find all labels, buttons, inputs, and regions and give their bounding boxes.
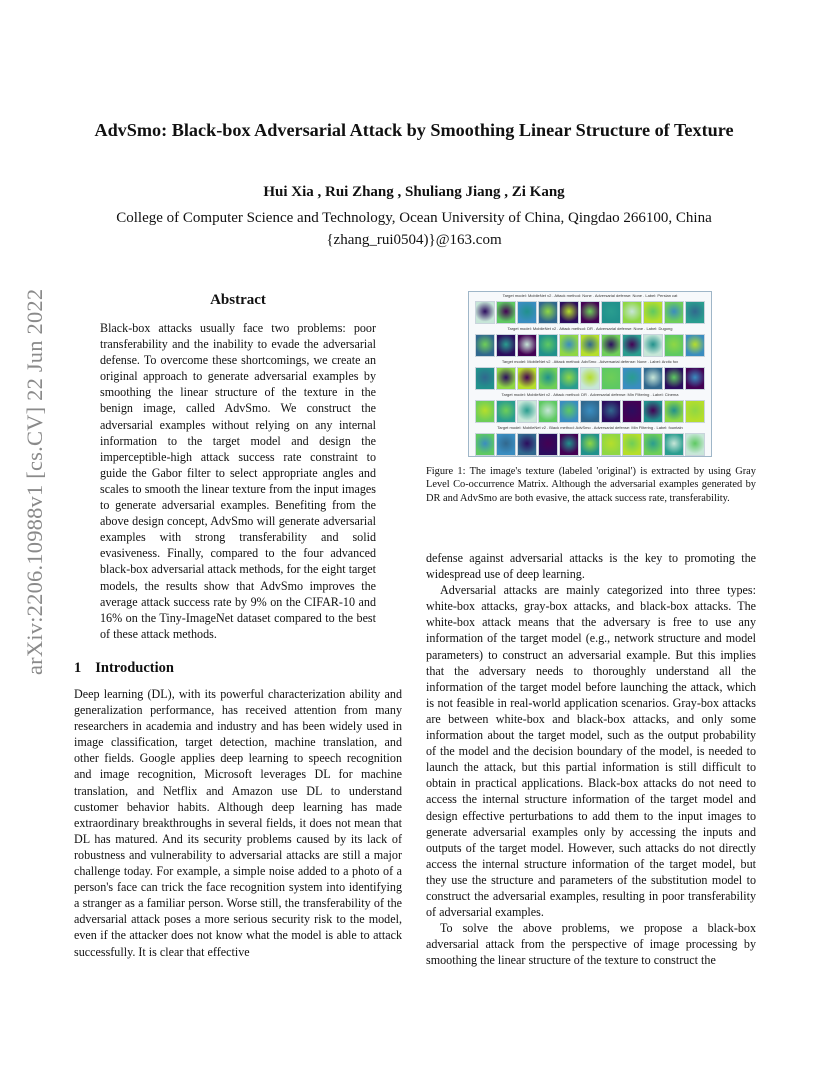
figure-tiles [475, 367, 707, 389]
figure-thumbnail [517, 433, 537, 456]
figure-row [469, 325, 711, 357]
figure-thumbnail [664, 367, 684, 390]
abstract-text: Black-box attacks usually face two problems: poor transferability and the inability to evade the adversarial defense. To overcome these shortcomings, we create an original approach to generate adversarial examples by smoothing the linear structure of the texture in the benign image, called AdvSmo. We construct the adversarial examples without relying on any internal information to the target model and design the imperceptible-high attack success rate constraint to guide the Gabor filter to select appropriate angles and scales to smooth the linear texture from the input images to generate adversarial examples. Benefiting from the above design concept, AdvSmo will generate adversarial examples with strong transferability and solid evasiveness. Finally, compared to the four advanced black-box adversarial attack methods, for the eight target models, the results show that AdvSmo improves the average attack success rate by 9% on the CIFAR-10 and 16% on the Tiny-ImageNet dataset compared to the best of these attack methods. [100, 321, 376, 641]
figure-thumbnail [559, 400, 579, 423]
figure-row-label: Target model: MobileNet v2 . Attack method: DR . Adversarial defense: None . Label: Dugong [507, 326, 673, 331]
figure-thumbnail [685, 334, 705, 357]
figure-thumbnail [601, 433, 621, 456]
figure-thumbnail [664, 433, 684, 456]
figure-thumbnail [517, 400, 537, 423]
figure-thumbnail [685, 301, 705, 324]
figure-thumbnail [622, 334, 642, 357]
figure-thumbnail [559, 334, 579, 357]
figure-thumbnail [496, 400, 516, 423]
figure-tiles [475, 433, 707, 455]
arxiv-identifier: arXiv:2206.10988v1 [cs.CV] 22 Jun 2022 [22, 288, 47, 675]
figure-thumbnail [517, 367, 537, 390]
figure-thumbnail [664, 301, 684, 324]
figure-thumbnail [622, 433, 642, 456]
figure-thumbnail [601, 301, 621, 324]
figure-row-label: Target model: MobileNet v2 . Black method: AdvSmo . Adversarial defense: Min Filtering . Label: fountain [497, 425, 683, 430]
figure-thumbnail [622, 301, 642, 324]
figure-tiles [475, 301, 707, 323]
author-list: Hui Xia , Rui Zhang , Shuliang Jiang , Zi Kang [263, 184, 565, 200]
figure-thumbnail [685, 367, 705, 390]
figure-thumbnail [643, 334, 663, 357]
figure-row [469, 358, 711, 390]
figure-thumbnail [517, 301, 537, 324]
figure-thumbnail [538, 433, 558, 456]
figure-tiles [475, 400, 707, 422]
figure-thumbnail [664, 334, 684, 357]
figure-thumbnail [580, 400, 600, 423]
intro-right-column [426, 550, 756, 968]
intro-paragraph: Deep learning (DL), with its powerful characterization ability and generalization performance, has received attention from many researchers in academia and industry and has been widely used in image classification, target detection, machine translation, and other fields. Google applies deep learning to speech recognition and image recognition, Microsoft leverages DL for machine translation, and Netflix and Amazon use DL to understand customer behavior habits. Although deep learning has made extraordinary breakthroughs in several fields, it does not mean that DL has matured. And its security problems caused by its lack of robustness and vulnerability to adversarial attacks are still a major challenge today. For example, a simple noise added to a photo of a person's face can trick the face recognition system into identifying a stranger as a familiar person. Worse still, the transferability of the adversarial attack poses a more serious security risk to the model, even if the attacker does not know what the model is able to attack successfully. It is clear that effective [74, 687, 402, 959]
figure-row [469, 424, 711, 456]
figure-thumbnail [643, 400, 663, 423]
figure-thumbnail [475, 334, 495, 357]
intro-left-column [74, 686, 402, 960]
figure-thumbnail [580, 433, 600, 456]
figure-thumbnail [538, 334, 558, 357]
figure-row [469, 292, 711, 324]
figure-thumbnail [538, 301, 558, 324]
abstract-heading: Abstract [210, 292, 266, 308]
section-heading [74, 660, 174, 677]
figure-thumbnail [538, 400, 558, 423]
figure-1 [468, 291, 712, 457]
figure-thumbnail [580, 301, 600, 324]
figure-thumbnail [475, 367, 495, 390]
figure-thumbnail [475, 301, 495, 324]
paragraph: To solve the above problems, we propose a black-box adversarial attack from the perspective of image processing by smoothing the linear structure of the texture to construct the [426, 921, 756, 968]
figure-thumbnail [601, 334, 621, 357]
figure-row-label: Target model: MobileNet v2 . Attack method: DR . Adversarial defense: Min Filtering . Label: Cinema [501, 392, 679, 397]
figure-caption: Figure 1: The image's texture (labeled 'original') is extracted by using Gray Level Co-occurrence Matrix. Although the adversarial examples generated by DR and AdvSmo are both evasive, the attack success rate, transferability. [426, 466, 756, 504]
figure-thumbnail [496, 433, 516, 456]
figure-thumbnail [622, 367, 642, 390]
figure-thumbnail [601, 367, 621, 390]
affiliation: College of Computer Science and Technology, Ocean University of China, Qingdao 266100, China [116, 210, 712, 226]
figure-thumbnail [559, 301, 579, 324]
figure-thumbnail [643, 433, 663, 456]
figure-thumbnail [475, 433, 495, 456]
figure-tiles [475, 334, 707, 356]
figure-thumbnail [496, 334, 516, 357]
figure-row-label: Target model: MobileNet v2 . Attack method: None . Adversarial defense: None . Label: Persian cat [502, 293, 678, 298]
paragraph: Adversarial attacks are mainly categorized into three types: white-box attacks, gray-box attacks, and black-box attacks. The white-box attack means that the adversary is free to use any information of the target model (e.g., network structure and model parameters) to construct an adversarial example. But this implies that the adversary needs to thoroughly understand all the information of the target model before launching the attack, which is not feasible in real-world application scenarios. Gray-box attacks are between white-box and black-box attacks, and only some information about the target model, such as the output probability of the model and the decision boundary of the model, is needed to launch the attack, but this partial information is still difficult to obtain in practical applications. Black-box attacks do not need to access the internal structure information of the target model and design effective perturbations to add them to the input images to generate adversarial examples only by accessing the inputs and outputs of the target model. However, such attacks do not directly access the internal structure information of the target model, but they use the structure and parameters of the substitution model to construct the adversarial examples, resulting in poor transferability of adversarial examples. [426, 583, 756, 920]
affiliation-block [40, 207, 788, 251]
section-title: Introduction [95, 660, 174, 676]
section-number: 1 [74, 660, 82, 676]
figure-thumbnail [685, 400, 705, 423]
figure-thumbnail [496, 367, 516, 390]
figure-thumbnail [517, 334, 537, 357]
figure-thumbnail [685, 433, 705, 456]
figure-thumbnail [580, 367, 600, 390]
figure-row [469, 391, 711, 423]
figure-thumbnail [538, 367, 558, 390]
figure-thumbnail [622, 400, 642, 423]
figure-thumbnail [580, 334, 600, 357]
paper-title: AdvSmo: Black-box Adversarial Attack by Smoothing Linear Structure of Texture [94, 120, 734, 140]
figure-thumbnail [496, 301, 516, 324]
figure-thumbnail [643, 301, 663, 324]
figure-thumbnail [559, 433, 579, 456]
email: {zhang_rui0504)}@163.com [326, 232, 502, 248]
figure-thumbnail [643, 367, 663, 390]
figure-thumbnail [601, 400, 621, 423]
figure-row-label: Target model: MobileNet v2 . Attack method: AdvSmo . Adversarial defense: None . Label: Arctic fox [501, 359, 679, 364]
figure-thumbnail [559, 367, 579, 390]
figure-thumbnail [664, 400, 684, 423]
paragraph: defense against adversarial attacks is the key to promoting the widespread use of deep learning. [426, 551, 756, 582]
figure-thumbnail [475, 400, 495, 423]
